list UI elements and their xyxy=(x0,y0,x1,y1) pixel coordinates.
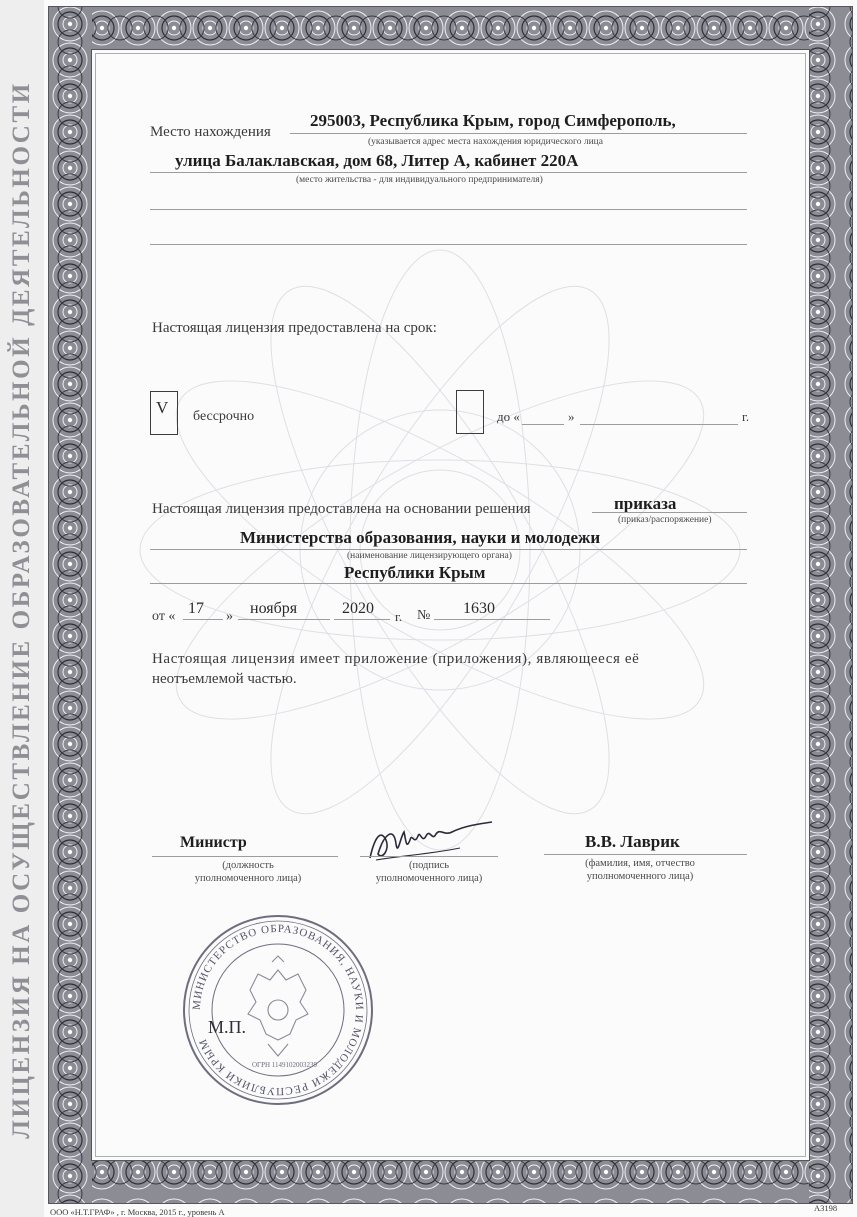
day-underline xyxy=(183,619,223,620)
day-value: 17 xyxy=(188,600,204,617)
number-value: 1630 xyxy=(463,600,495,617)
until-label: до « xyxy=(497,409,520,424)
organ-underline-1 xyxy=(150,549,747,550)
seal-ring-text xyxy=(191,923,365,1097)
month-value: ноября xyxy=(250,600,298,617)
organ-hint: (наименование лицензирующего органа) xyxy=(347,551,512,561)
eagle-emblem xyxy=(248,956,308,1056)
organ-line-1: Министерства образования, науки и молодежи xyxy=(240,528,601,547)
decision-underline xyxy=(592,512,747,513)
unlimited-label: бессрочно xyxy=(193,409,255,424)
name-hint: (фамилия, имя, отчество уполномоченного лица) xyxy=(585,858,695,882)
position-hint: (должность уполномоченного лица) xyxy=(194,860,302,884)
name-underline xyxy=(544,854,747,855)
signature-hint: (подпись уполномоченного лица) xyxy=(375,860,483,884)
left-strip xyxy=(0,0,44,1217)
term-text: Настоящая лицензия предоставлена на срок: xyxy=(152,320,437,336)
year-underline xyxy=(334,619,390,620)
number-underline xyxy=(434,619,550,620)
decision-type: приказа xyxy=(614,494,677,513)
appendix-line-2: неотъемлемой частью. xyxy=(152,671,297,687)
location-hint-2: (место жительства - для индивидуального предпринимателя) xyxy=(296,175,543,185)
until-day-line xyxy=(522,424,564,425)
basis-text: Настоящая лицензия предоставлена на основании решения xyxy=(152,501,531,517)
month-underline xyxy=(238,619,330,620)
unlimited-checkbox xyxy=(150,391,178,435)
blank-line-2 xyxy=(150,244,747,245)
printer-info: ООО «Н.Т.ГРАФ» , г. Москва, 2015 г., уровень А xyxy=(50,1207,225,1217)
seal-inner-text: ОГРН 1149102003239 xyxy=(252,1061,318,1069)
form-code: А3198 xyxy=(814,1203,838,1213)
from-label: от « xyxy=(152,609,176,624)
position-underline xyxy=(152,856,338,857)
vertical-title: ЛИЦЕНЗИЯ НА ОСУЩЕСТВЛЕНИЕ ОБРАЗОВАТЕЛЬНОЙ ДЕЯТЕЛЬНОСТИ xyxy=(8,81,35,1139)
day-close-quote: » xyxy=(226,609,233,624)
stamp-mp: М.П. xyxy=(208,1017,247,1037)
decision-hint: (приказ/распоряжение) xyxy=(618,515,712,525)
until-close-quote: » xyxy=(568,409,575,424)
until-month-line xyxy=(580,424,738,425)
location-label: Место нахождения xyxy=(150,124,271,140)
location-hint-1: (указывается адрес места нахождения юридического лица xyxy=(368,137,603,147)
seal-ring-text-path: МИНИСТЕРСТВО ОБРАЗОВАНИЯ, НАУКИ И МОЛОДЕЖИ РЕСПУБЛИКИ КРЫМ xyxy=(190,922,366,1098)
appendix-line-1: Настоящая лицензия имеет приложение (приложения), являющееся её xyxy=(152,651,640,667)
signature-underline xyxy=(360,856,498,857)
organ-underline-2 xyxy=(150,583,747,584)
blank-line-1 xyxy=(150,209,747,210)
position-value: Министр xyxy=(180,834,247,851)
year-suffix: г. xyxy=(395,609,403,624)
location-line-2: улица Балаклавская, дом 68, Литер А, кабинет 220А xyxy=(175,151,579,170)
year-value: 2020 xyxy=(342,600,374,617)
until-year-suffix: г. xyxy=(742,409,750,424)
signer-name: В.В. Лаврик xyxy=(585,832,680,851)
organ-line-2: Республики Крым xyxy=(344,563,486,582)
location-underline-2 xyxy=(150,172,747,173)
number-sign: № xyxy=(417,608,431,623)
location-underline-1 xyxy=(290,133,747,134)
svg-text:МИНИСТЕРСТВО ОБРАЗОВАНИЯ, НАУК xyxy=(191,923,365,1097)
official-seal xyxy=(178,910,378,1110)
check-mark: V xyxy=(156,398,169,417)
location-line-1: 295003, Республика Крым, город Симферополь, xyxy=(310,111,676,130)
until-checkbox xyxy=(456,390,484,434)
